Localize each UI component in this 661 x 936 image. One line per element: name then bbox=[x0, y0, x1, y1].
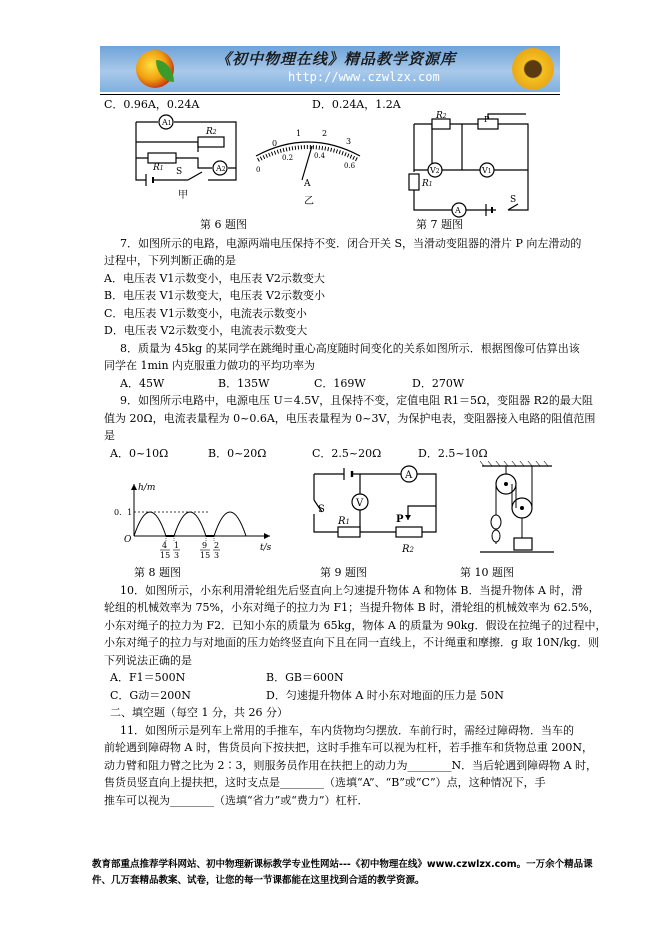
fig6-meter-a-label: A bbox=[304, 179, 311, 189]
meter-needle bbox=[302, 146, 312, 180]
q10-stem-3: 小东对绳子的拉力为 F2．已知小东的质量为 65kg，物体 A 的质量为 90kg．假设在拉绳子的过程中， bbox=[104, 619, 607, 632]
fig6-jia-label: 甲 bbox=[178, 190, 188, 201]
q9-option-a: A．0~10Ω bbox=[110, 447, 169, 460]
fig6-s-label: S bbox=[176, 167, 183, 177]
svg-text:0: 0 bbox=[272, 139, 278, 148]
svg-text:9: 9 bbox=[202, 541, 208, 550]
q7-option-d: D．电压表 V2示数变小，电流表示数变大 bbox=[104, 324, 308, 337]
footer-line-1: 教育部重点推荐学科网站、初中物理新课标教学专业性网站---《初中物理在线》www.czwlzx.com。一万余个精品课 bbox=[92, 859, 593, 870]
q9-option-d: D．2.5~10Ω bbox=[418, 447, 488, 460]
fig8-caption: 第 8 题图 bbox=[134, 566, 181, 579]
q11-line-1: 11．如图所示是列车上常用的手推车，车内货物均匀摆放．车前行时，需经过障碍物．当车的 bbox=[120, 724, 574, 737]
q9-stem-2: 值为 20Ω，电流表量程为 0~0.6A，电压表量程为 0~3V，为保护电表，变阻器接入电路的阻值范围 bbox=[104, 412, 596, 425]
q8-option-a: A．45W bbox=[120, 377, 165, 390]
fig7-caption: 第 7 题图 bbox=[416, 218, 463, 231]
svg-text:0.2: 0.2 bbox=[282, 154, 294, 162]
fig8-x-label: t/s bbox=[260, 543, 272, 553]
fig6-yi-label: 乙 bbox=[304, 196, 314, 207]
fig6-meter bbox=[252, 126, 364, 206]
svg-text:0.4: 0.4 bbox=[314, 152, 326, 160]
q11-line-2: 前轮遇到障碍物 A 时，售货员向下按扶把，这时手推车可以视为杠杆，若手推车和货物总重 200N， bbox=[104, 741, 594, 754]
svg-text:4: 4 bbox=[162, 541, 168, 550]
svg-text:0.6: 0.6 bbox=[344, 162, 356, 170]
fig6-caption: 第 6 题图 bbox=[200, 218, 247, 231]
fig9-caption: 第 9 题图 bbox=[320, 566, 367, 579]
fig9-p-label: P bbox=[396, 514, 404, 525]
q10-stem-5: 下列说法正确的是 bbox=[104, 654, 192, 667]
q9-option-b: B．0~20Ω bbox=[208, 447, 267, 460]
q11-line-5: 推车可以视为________（选填“省力”或“费力”）杠杆． bbox=[104, 794, 369, 807]
fig7-a-label: A bbox=[455, 206, 461, 215]
fig10-pulley bbox=[478, 460, 556, 564]
fig6-r2-label: R2 bbox=[206, 127, 217, 137]
q8-option-d: D．270W bbox=[412, 377, 465, 390]
fig8-y-tick: 0．1 bbox=[114, 508, 133, 517]
svg-text:3: 3 bbox=[346, 137, 352, 146]
svg-text:3: 3 bbox=[214, 551, 220, 560]
svg-text:15: 15 bbox=[160, 551, 171, 560]
svg-text:0: 0 bbox=[256, 166, 261, 174]
sunflower-image bbox=[512, 48, 554, 90]
fig7-s-label: S bbox=[510, 195, 517, 205]
footer-line-2: 件、几万套精品教案、试卷，让您的每一节课都能在这里找到合适的教学资源。 bbox=[92, 875, 425, 886]
svg-text:1: 1 bbox=[296, 129, 302, 138]
q7-stem-1: 7．如图所示的电路，电源两端电压保持不变．闭合开关 S，当滑动变阻器的滑片 P 向左滑动的 bbox=[120, 237, 582, 250]
q11-line-4: 售货员竖直向上提扶把，这时支点是________（选填“A”、“B”或“C”）点，这种情况下，手 bbox=[104, 776, 546, 789]
header-rule bbox=[100, 94, 560, 95]
fig8-graph bbox=[112, 478, 282, 566]
q5-option-c: C．0.96A，0.24A bbox=[104, 98, 200, 111]
fig9-s-label: S bbox=[318, 504, 325, 515]
fig7-v1-label: V1 bbox=[482, 166, 492, 175]
q8-option-b: B．135W bbox=[218, 377, 270, 390]
fig6-circuit bbox=[128, 112, 238, 202]
fig8-origin: O bbox=[124, 535, 132, 545]
fig8-y-label: h/m bbox=[138, 483, 156, 493]
q8-option-c: C．169W bbox=[314, 377, 366, 390]
q10-stem-1: 10．如图所示，小东利用滑轮组先后竖直向上匀速提升物体 A 和物体 B．当提升物体 A 时，滑 bbox=[120, 584, 583, 597]
q7-option-b: B．电压表 V1示数变大，电压表 V2示数变小 bbox=[104, 289, 325, 302]
fig7-r1-label: R1 bbox=[422, 179, 433, 189]
fig10-caption: 第 10 题图 bbox=[460, 566, 514, 579]
fig9-v-label: V bbox=[356, 498, 364, 509]
svg-text:2: 2 bbox=[214, 541, 220, 550]
q10-option-b: B．GB＝600N bbox=[266, 671, 344, 684]
svg-text:15: 15 bbox=[200, 551, 211, 560]
fig9-a-label: A bbox=[405, 470, 413, 481]
q8-stem-1: 8．质量为 45kg 的某同学在跳绳时重心高度随时间变化的关系如图所示．根据图像可估算出该 bbox=[120, 342, 580, 355]
svg-text:3: 3 bbox=[174, 551, 180, 560]
q8-stem-2: 同学在 1min 内克服重力做功的平均功率为 bbox=[104, 359, 316, 372]
q9-stem-1: 9．如图所示电路中，电源电压 U＝4.5V，且保持不变，定值电阻 R1＝5Ω，变阻器 R2的最大阻 bbox=[120, 394, 593, 407]
fig7-circuit bbox=[408, 110, 538, 218]
svg-text:1: 1 bbox=[174, 541, 180, 550]
fig7-v2-label: V2 bbox=[430, 166, 440, 175]
q10-option-c: C．G动＝200N bbox=[110, 689, 191, 702]
q10-stem-4: 小东对绳子的拉力与对地面的压力始终竖直向下且在同一直线上，不计绳重和摩擦．g 取 10N/kg．则 bbox=[104, 636, 600, 649]
q5-option-d: D．0.24A，1.2A bbox=[312, 98, 401, 111]
q11-line-3: 动力臂和阻力臂之比为 2∶3，则服务员作用在扶把上的动力为________N．当后轮遇到障碍物 A 时， bbox=[104, 759, 598, 772]
q7-option-c: C．电压表 V1示数变小，电流表示数变小 bbox=[104, 307, 307, 320]
q10-stem-2: 轮组的机械效率为 75%，小东对绳子的拉力为 F1；当提升物体 B 时，滑轮组的机械效率为 62.5%， bbox=[104, 601, 600, 614]
q9-option-c: C．2.5~20Ω bbox=[312, 447, 382, 460]
q10-option-d: D．匀速提升物体 A 时小东对地面的压力是 50N bbox=[266, 689, 504, 702]
fig9-r2-label: R2 bbox=[402, 544, 414, 555]
fig9-circuit bbox=[304, 466, 444, 562]
banner-title: 《初中物理在线》精品教学资源库 bbox=[216, 50, 457, 68]
q9-stem-3: 是 bbox=[104, 429, 115, 442]
svg-text:2: 2 bbox=[322, 129, 328, 138]
fig9-r1-label: R1 bbox=[338, 516, 350, 527]
banner-url: http://www.czwlzx.com bbox=[288, 70, 440, 84]
fig6-r1-label: R1 bbox=[153, 163, 164, 173]
q7-option-a: A．电压表 V1示数变小，电压表 V2示数变大 bbox=[104, 272, 325, 285]
fig7-p-label: P bbox=[484, 115, 490, 124]
q7-stem-2: 过程中，下列判断正确的是 bbox=[104, 254, 236, 267]
fig7-r2-label: R2 bbox=[436, 111, 447, 121]
section-2-title: 二、填空题（每空 1 分，共 26 分） bbox=[110, 706, 288, 719]
q10-option-a: A．F1＝500N bbox=[110, 671, 186, 684]
fig6-a1-label: A1 bbox=[162, 118, 172, 127]
fig6-a2-label: A2 bbox=[216, 164, 226, 173]
header-banner bbox=[100, 46, 560, 92]
